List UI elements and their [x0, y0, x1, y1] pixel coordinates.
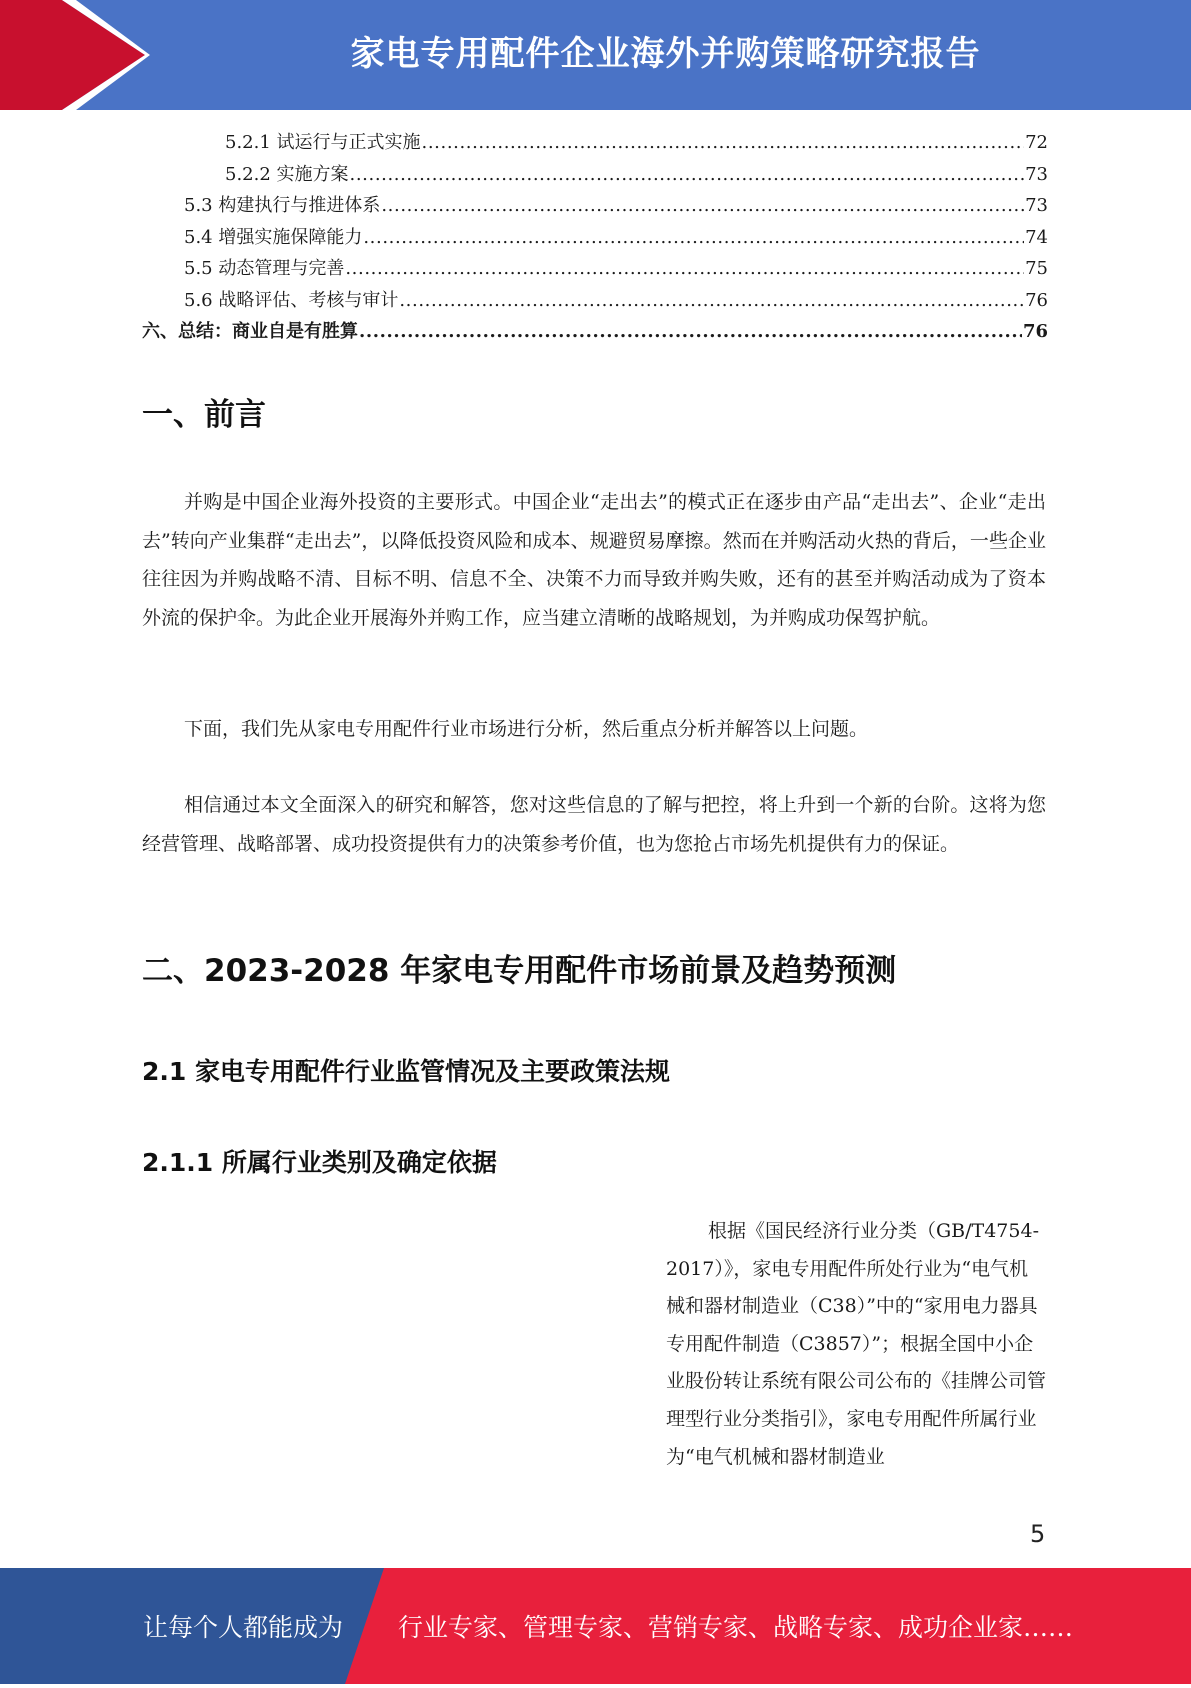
- toc-entry-label: 5.2.1 试运行与正式实施: [225, 132, 421, 153]
- preface-paragraph-2: 下面，我们先从家电专用配件行业市场进行分析，然后重点分析并解答以上问题。: [184, 718, 869, 740]
- toc-dot-leader: [399, 290, 1024, 311]
- toc-entry-page: 73: [1025, 163, 1048, 185]
- toc-entry-label: 5.4 增强实施保障能力: [184, 226, 363, 248]
- toc-entry[interactable]: [142, 128, 1048, 160]
- toc-dot-leader: [381, 195, 1024, 216]
- toc-entry-label: 5.3 构建执行与推进体系: [184, 195, 381, 216]
- industry-classification-text: 根据《国民经济行业分类（GB/T4754-2017）》，家电专用配件所处行业为“电气机械和器材制造业（C38）”中的“家用电力器具专用配件制造（C3857）”；根据全国中小企业股份转让系统有限公司公布的《挂牌公司管理型行业分类指引》，家电专用配件所属行业为“电气机械和器材制造业: [666, 1220, 1047, 1468]
- toc-entry[interactable]: [142, 254, 1048, 286]
- section-2-1-1-heading: 2.1.1 所属行业类别及确定依据: [142, 1148, 497, 1177]
- chapter-2-heading: 二、2023-2028 年家电专用配件市场前景及趋势预测: [142, 953, 897, 989]
- toc-entry-page: 76: [1022, 321, 1048, 342]
- toc-entry[interactable]: [142, 160, 1048, 192]
- toc-entry-label: 5.5 动态管理与完善: [184, 258, 345, 279]
- preface-paragraph-3: 相信通过本文全面深入的研究和解答，您对这些信息的了解与把控，将上升到一个新的台阶。这将为您经营管理、战略部署、成功投资提供有力的决策参考价值，也为您抢占市场先机提供有力的保证。: [142, 794, 1046, 855]
- toc-entry[interactable]: [142, 317, 1048, 349]
- page-number: 5: [1030, 1520, 1046, 1548]
- toc-entry-label: 六、总结：商业自是有胜算: [142, 321, 358, 342]
- toc-entry-page: 74: [1025, 226, 1048, 248]
- toc-dot-leader: [422, 132, 1025, 153]
- toc-entry-page: 76: [1025, 289, 1048, 311]
- preface-paragraph-1: 并购是中国企业海外投资的主要形式。中国企业“走出去”的模式正在逐步由产品“走出去”、企业“走出去”转向产业集群“走出去”，以降低投资风险和成本、规避贸易摩擦。然而在并购活动火热的背后，一些企业往往因为并购战略不清、目标不明、信息不全、决策不力而导致并购失败，还有的甚至并购活动成为了资本外流的保护伞。为此企业开展海外并购工作，应当建立清晰的战略规划，为并购成功保驾护航。: [142, 491, 1046, 629]
- section-2-1-heading: 2.1 家电专用配件行业监管情况及主要政策法规: [142, 1057, 670, 1086]
- toc-dot-leader: [363, 227, 1024, 248]
- toc-entry-label: 5.6 战略评估、考核与审计: [184, 289, 399, 311]
- report-title: 家电专用配件企业海外并购策略研究报告: [350, 34, 981, 74]
- report-header: [0, 0, 1191, 110]
- toc-entry[interactable]: [142, 286, 1048, 318]
- toc-dot-leader: [359, 321, 1022, 342]
- preface-heading: 一、前言: [142, 397, 266, 433]
- toc-entry-page: 73: [1025, 195, 1048, 216]
- red-chevron-logo: [0, 0, 160, 110]
- toc-dot-leader: [350, 164, 1025, 185]
- footer-slogan-right: 行业专家、管理专家、营销专家、战略专家、成功企业家……: [398, 1613, 1074, 1642]
- footer-slogan-left: 让每个人都能成为: [143, 1613, 344, 1642]
- toc-entry-label: 5.2.2 实施方案: [225, 163, 349, 185]
- toc-entry[interactable]: [142, 223, 1048, 255]
- toc-entry-page: 72: [1025, 132, 1048, 153]
- table-of-contents: [142, 128, 1048, 349]
- report-footer: [0, 1568, 1191, 1684]
- toc-entry[interactable]: [142, 191, 1048, 223]
- toc-entry-page: 75: [1025, 258, 1048, 279]
- toc-dot-leader: [345, 258, 1024, 279]
